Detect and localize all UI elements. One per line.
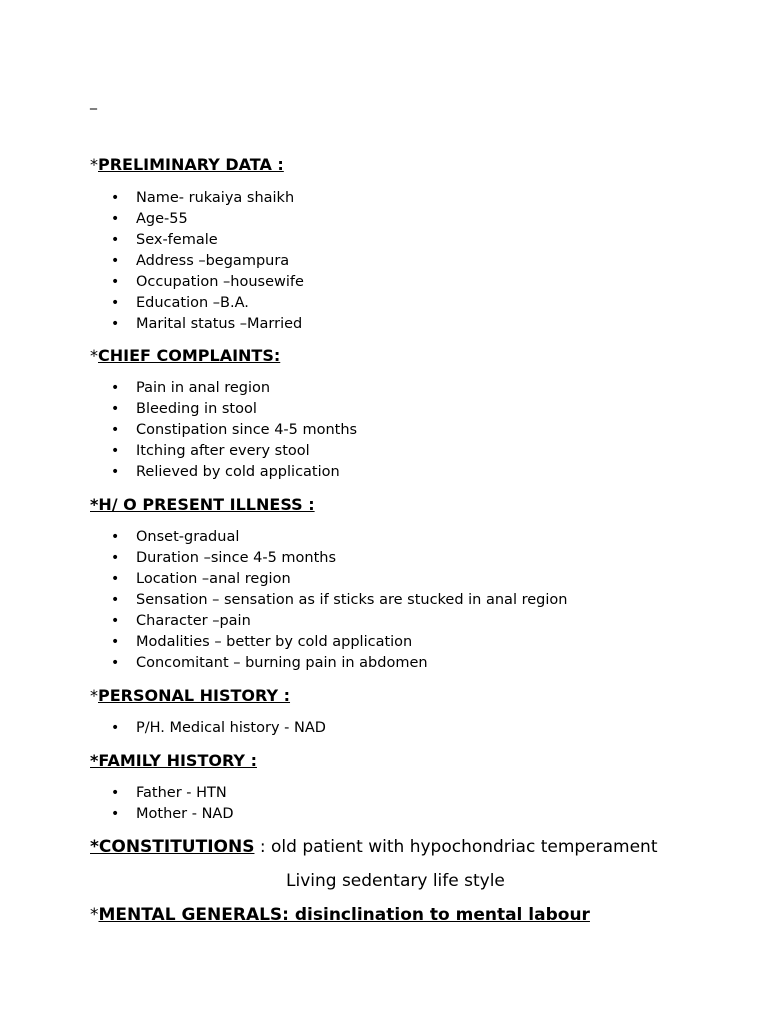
list-item: • Pain in anal region [90,378,357,399]
heading-star: * [90,346,98,365]
heading-star: * [90,155,98,174]
mental-generals-text: MENTAL GENERALS: disinclination to mental labour [98,905,590,925]
heading-preliminary-data [90,155,284,174]
constitutions-label: *CONSTITUTIONS [90,837,255,857]
list-item: • Duration –since 4-5 months [90,548,567,569]
mental-generals-line [90,905,590,925]
list-item: • Onset-gradual [90,527,567,548]
list-preliminary-data [90,188,304,335]
heading-text: PERSONAL HISTORY : [98,686,291,705]
list-chief-complaints [90,378,357,483]
list-item: • Name- rukaiya shaikh [90,188,304,209]
list-item: • Father - HTN [90,783,234,804]
list-family-history [90,783,234,825]
list-item: • Modalities – better by cold application [90,632,567,653]
heading-family-history: *FAMILY HISTORY : [90,751,257,770]
list-item: • Location –anal region [90,569,567,590]
constitutions-line [90,837,658,857]
dash-mark: _ [90,94,97,110]
list-item: • Constipation since 4-5 months [90,420,357,441]
list-item: • Occupation –housewife [90,272,304,293]
list-item: • Education –B.A. [90,293,304,314]
list-item: • Itching after every stool [90,441,357,462]
list-item: • Address –begampura [90,251,304,272]
heading-text: CHIEF COMPLAINTS: [98,346,281,365]
heading-chief-complaints [90,346,280,365]
list-present-illness [90,527,567,674]
heading-personal-history [90,686,290,705]
list-item: • Sensation – sensation as if sticks are stucked in anal region [90,590,567,611]
list-item: • Bleeding in stool [90,399,357,420]
list-item: • P/H. Medical history - NAD [90,718,326,739]
mental-star: * [90,905,99,925]
list-item: • Mother - NAD [90,804,234,825]
list-item: • Sex-female [90,230,304,251]
constitutions-living: Living sedentary life style [286,871,505,891]
list-item: • Character –pain [90,611,567,632]
list-personal-history [90,718,326,739]
list-item: • Concomitant – burning pain in abdomen [90,653,567,674]
list-item: • Marital status –Married [90,314,304,335]
list-item: • Relieved by cold application [90,462,357,483]
list-item: • Age-55 [90,209,304,230]
constitutions-text: : old patient with hypochondriac temperament [254,837,658,857]
heading-star: * [90,686,98,705]
heading-present-illness: *H/ O PRESENT ILLNESS : [90,495,315,514]
heading-text: PRELIMINARY DATA : [98,155,284,174]
